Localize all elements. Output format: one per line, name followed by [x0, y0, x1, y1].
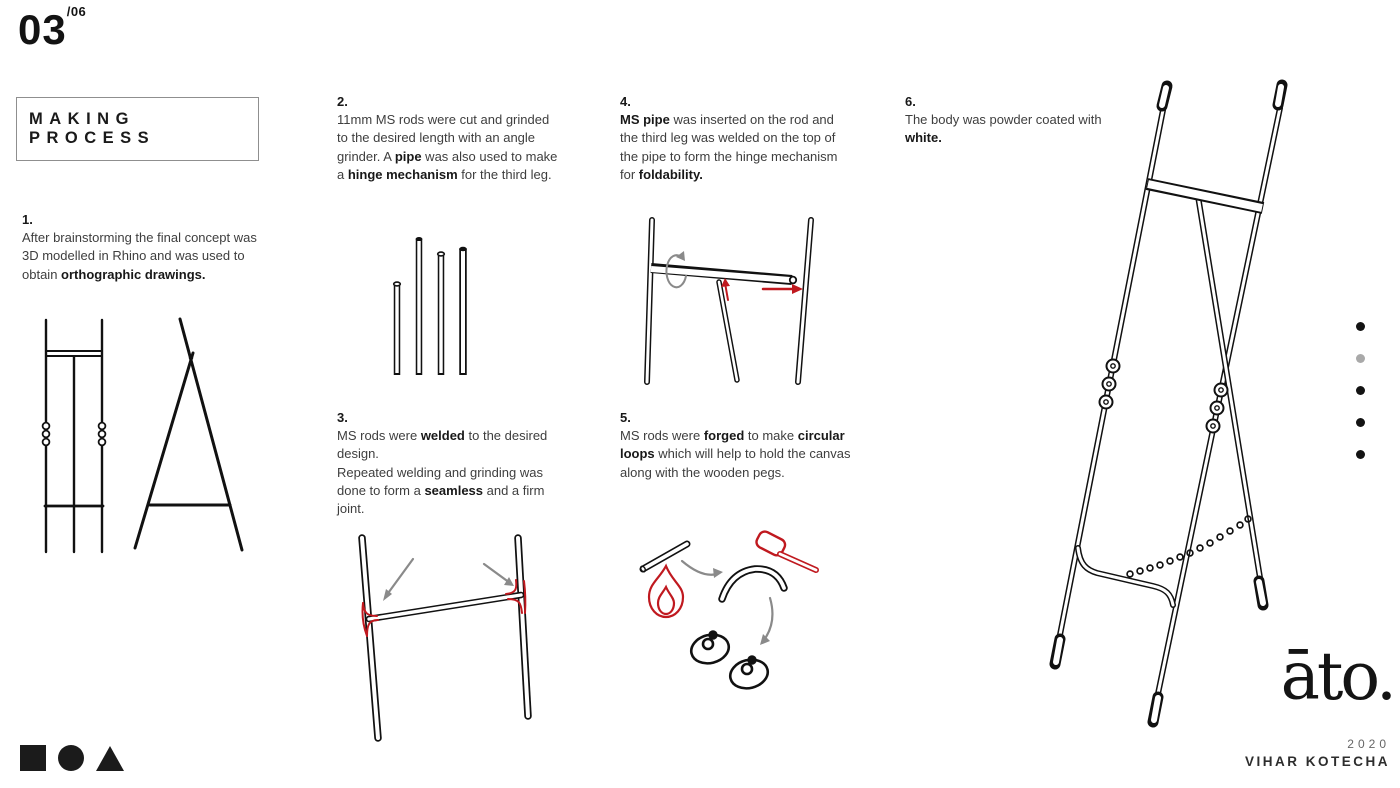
- step-3-text: [337, 409, 559, 518]
- welded-joints-illustration: [335, 528, 550, 743]
- finished-easel-illustration: [1035, 78, 1320, 733]
- step-4-body: MS pipe was inserted on the rod and the third leg was welded on the top of the pipe to form the hinge mechanism for foldability.: [620, 112, 838, 182]
- section-title: MAKING PROCESS: [29, 110, 156, 147]
- section-title-box: [16, 97, 259, 161]
- brand-shapes: [20, 745, 124, 771]
- triangle-icon: [96, 746, 124, 771]
- page-number: [18, 4, 86, 54]
- step-5-text: [620, 409, 852, 482]
- page-number-current: 03: [18, 6, 67, 53]
- step-2-body: 11mm MS rods were cut and grinded to the desired length with an angle grinder. A pipe was also used to make a hinge mechanism for the third leg.: [337, 112, 558, 182]
- step-1-body: After brainstorming the final concept was 3D modelled in Rhino and was used to obtain orthographic drawings.: [22, 230, 257, 282]
- circle-icon: [58, 745, 84, 771]
- orthographic-drawings-illustration: [28, 313, 258, 558]
- step-2-text: [337, 93, 563, 184]
- pagination-dot-5: [1356, 450, 1365, 459]
- step-1-text: [22, 211, 258, 284]
- step-3-number: 3.: [337, 410, 348, 425]
- credit-year: 2020: [1347, 737, 1390, 751]
- step-5-number: 5.: [620, 410, 631, 425]
- hinge-mechanism-illustration: [635, 212, 845, 387]
- square-icon: [20, 745, 46, 771]
- step-1-number: 1.: [22, 212, 33, 227]
- step-6-number: 6.: [905, 94, 916, 109]
- ato-logo: āto.: [1280, 638, 1394, 715]
- page-number-total: /06: [66, 4, 87, 19]
- step-5-body: MS rods were forged to make circular loops which will help to hold the canvas along with the wooden pegs.: [620, 428, 851, 480]
- step-6-body: The body was powder coated with white.: [905, 112, 1102, 146]
- cut-rods-illustration: [385, 228, 475, 380]
- step-4-text: [620, 93, 846, 184]
- pagination-dot-4: [1356, 418, 1365, 427]
- credit-author: VIHAR KOTECHA: [1244, 754, 1390, 769]
- pagination-dots: [1356, 322, 1365, 459]
- step-3-body: MS rods were welded to the desired design. Repeated welding and grinding was done to form a seamless and a firm joint.: [337, 428, 548, 516]
- pagination-dot-1: [1356, 322, 1365, 331]
- pagination-dot-3: [1356, 386, 1365, 395]
- credits: [1245, 737, 1390, 769]
- pagination-dot-2: [1356, 354, 1365, 363]
- forging-loops-illustration: [618, 522, 833, 710]
- step-2-number: 2.: [337, 94, 348, 109]
- step-4-number: 4.: [620, 94, 631, 109]
